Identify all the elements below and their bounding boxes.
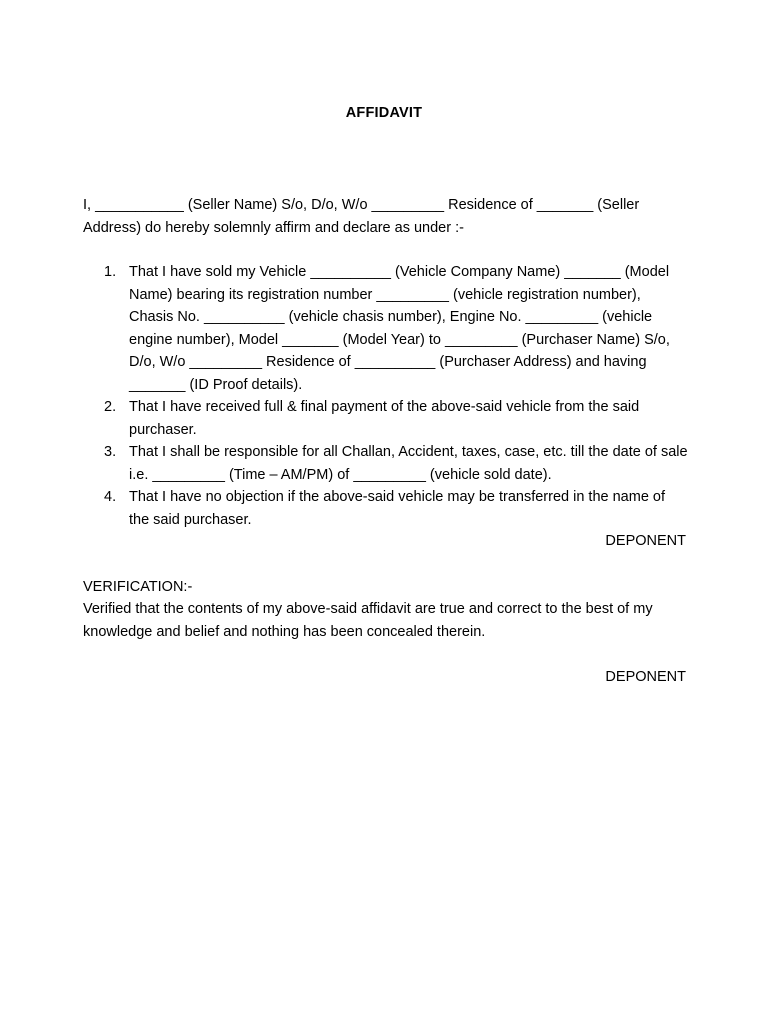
intro-paragraph: I, ___________ (Seller Name) S/o, D/o, W/o _________ Residence of _______ (Seller Address) do hereby solemnly affirm and declare as under :- [83,197,640,236]
list-item-number: 2. [104,399,117,415]
list-item [83,486,688,531]
declaration-list [83,261,688,531]
list-item-number: 3. [104,444,117,460]
deponent-signature-label-final: DEPONENT [605,669,686,685]
list-item-text: That I have no objection if the above-said vehicle may be transferred in the name of the said purchaser. [129,489,666,528]
list-item-text: That I shall be responsible for all Challan, Accident, taxes, case, etc. till the date of sale i.e. _________ (Time – AM/PM) of _________ (vehicle sold date). [129,444,688,483]
list-item-number: 1. [104,264,117,280]
list-item-text: That I have received full & final payment of the above-said vehicle from the said purchaser. [129,399,640,438]
list-item [83,396,688,441]
document-title: AFFIDAVIT [345,105,423,121]
deponent-signature-label: DEPONENT [605,533,686,549]
verification-paragraph: Verified that the contents of my above-said affidavit are true and correct to the best of my knowledge and belief and nothing has been concealed therein. [83,601,653,640]
verification-heading: VERIFICATION:- [83,579,193,595]
list-item [83,261,688,396]
list-item [83,441,688,486]
list-item-text: That I have sold my Vehicle __________ (Vehicle Company Name) _______ (Model Name) bearing its registration number _________ (vehicle registration number), Chasis No. __________ (vehicle chasis number), Engine No. _________ (vehicle engine number), Model _______ (Model Year) to _________ (Purchaser Name) S/o, D/o, W/o _________ Residence of __________ (Purchaser Address) and having _______ (ID Proof details). [129,264,670,393]
list-item-number: 4. [104,489,117,505]
